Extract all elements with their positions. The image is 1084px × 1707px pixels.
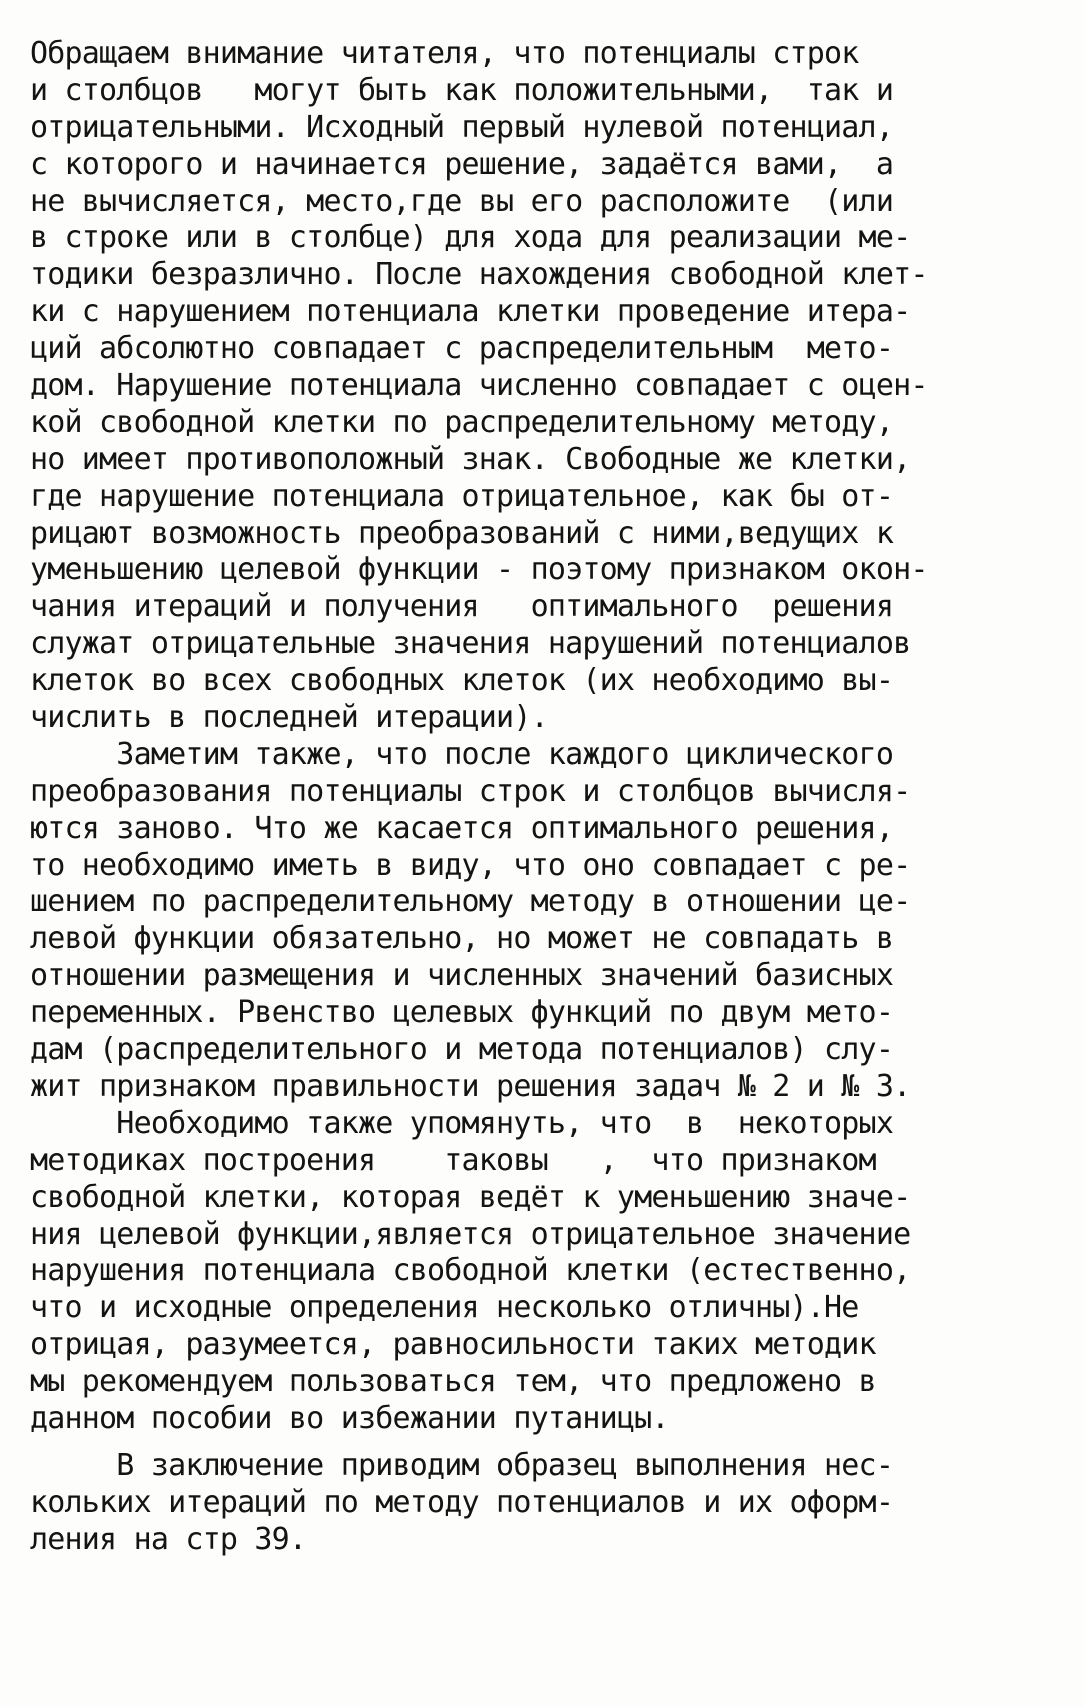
text-line: и столбцов могут быть как положительными, так и [30, 72, 894, 108]
text-line: числить в последней итерации). [30, 700, 548, 736]
text-line: отношении размещения и численных значений базисных [30, 958, 894, 994]
text-line: данном пособии во избежании путаницы. [30, 1400, 669, 1436]
text-line: тодики безразлично. После нахождения свободной клет- [30, 257, 928, 293]
text-line: Необходимо также упомянуть, что в некоторых [30, 1105, 894, 1141]
text-line: жит признаком правильности решения задач № 2 и № 3. [30, 1068, 911, 1104]
text-line: где нарушение потенциала отрицательное, как бы от- [30, 478, 894, 514]
text-line: отрицая, разумеется, равносильности таких методик [30, 1327, 876, 1363]
text-line: преобразования потенциалы строк и столбцов вычисля- [30, 773, 911, 809]
text-line: что и исходные определения несколько отличны).Не [30, 1290, 859, 1326]
text-line: свободной клетки, которая ведёт к уменьшению значе- [30, 1179, 911, 1215]
text-line: шением по распределительному методу в отношении це- [30, 884, 911, 920]
text-line: кольких итераций по методу потенциалов и их оформ- [30, 1484, 894, 1520]
text-line: ются заново. Что же касается оптимального решения, [30, 810, 894, 846]
text-line: с которого и начинается решение, задаётся вами, а [30, 146, 894, 182]
paragraph-4 [30, 1448, 1040, 1559]
text-line: переменных. Рвенство целевых функций по двум мето- [30, 995, 894, 1031]
text-line: нарушения потенциала свободной клетки (естественно, [30, 1253, 911, 1289]
text-line: Заметим также, что после каждого циклического [30, 736, 894, 772]
paragraph-2 [30, 737, 1040, 1106]
text-line: ния целевой функции,является отрицательное значение [30, 1216, 911, 1252]
body-text [30, 36, 1040, 1559]
text-line: кой свободной клетки по распределительному методу, [30, 404, 894, 440]
text-line: уменьшению целевой функции - поэтому признаком окон- [30, 552, 928, 588]
text-line: не вычисляется, место,где вы его расположите (или [30, 183, 894, 219]
text-line: ления на стр 39. [30, 1521, 307, 1557]
text-line: мы рекомендуем пользоваться тем, что предложено в [30, 1364, 876, 1400]
text-line: то необходимо иметь в виду, что оно совпадает с ре- [30, 847, 911, 883]
text-line: ций абсолютно совпадает с распределительным мето- [30, 331, 894, 367]
text-line: левой функции обязательно, но может не совпадать в [30, 921, 894, 957]
text-line: рицают возможность преобразований с ними,ведущих к [30, 515, 894, 551]
text-line: Обращаем внимание читателя, что потенциалы строк [30, 36, 859, 71]
paragraph-1 [30, 36, 1040, 737]
text-line: служат отрицательные значения нарушений потенциалов [30, 626, 911, 662]
text-line: клеток во всех свободных клеток (их необходимо вы- [30, 663, 894, 699]
text-line: ки с нарушением потенциала клетки проведение итера- [30, 294, 911, 330]
text-line: методиках построения таковы , что признаком [30, 1142, 876, 1178]
text-line: чания итераций и получения оптимального решения [30, 589, 894, 625]
text-line: в строке или в столбце) для хода для реализации ме- [30, 220, 911, 256]
paragraph-3 [30, 1106, 1040, 1438]
text-line: но имеет противоположный знак. Свободные же клетки, [30, 441, 911, 477]
text-line: дам (распределительного и метода потенциалов) слу- [30, 1032, 894, 1068]
text-line: дом. Нарушение потенциала численно совпадает с оцен- [30, 368, 928, 404]
text-line: отрицательными. Исходный первый нулевой потенциал, [30, 109, 894, 145]
text-line: В заключение приводим образец выполнения нес- [30, 1447, 894, 1483]
